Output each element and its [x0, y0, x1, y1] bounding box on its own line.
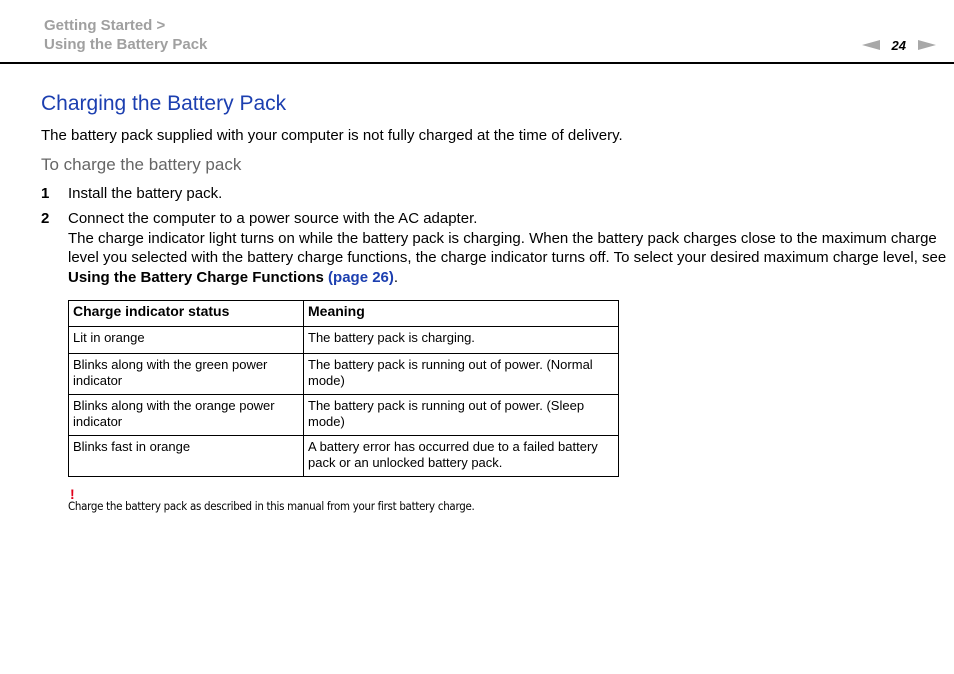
page-link[interactable]: (page 26) [328, 268, 394, 286]
table-cell: Blinks along with the green power indicator [69, 354, 304, 395]
table-cell: Lit in orange [69, 327, 304, 354]
warning-icon: ! [70, 486, 75, 502]
table-header: Charge indicator status [69, 301, 304, 327]
arrow-left-icon[interactable] [862, 40, 880, 50]
table-row [69, 436, 619, 477]
step-detail [68, 229, 948, 288]
page-number: 24 [891, 37, 906, 53]
table-row [69, 354, 619, 395]
intro-paragraph: The battery pack supplied with your computer is not fully charged at the time of delivery. [41, 127, 623, 144]
page-title: Charging the Battery Pack [41, 92, 287, 115]
table-cell: Blinks along with the orange power indicator [69, 395, 304, 436]
table-cell: A battery error has occurred due to a failed battery pack or an unlocked battery pack. [304, 436, 619, 477]
step-text: Install the battery pack. [68, 185, 223, 202]
breadcrumb-current[interactable]: Using the Battery Pack [44, 36, 208, 53]
table-header: Meaning [304, 301, 619, 327]
step-detail-end: . [393, 268, 399, 286]
charge-status-table [68, 300, 619, 477]
section-subtitle: To charge the battery pack [41, 155, 242, 174]
breadcrumb-parent[interactable]: Getting Started > [44, 17, 166, 34]
step-detail-text: The charge indicator light turns on while the battery pack is charging. When the battery pack charges close to the maximum charge level you selected with the battery charge functions, the charge indicator turns off. To select your desired maximum charge level, see [68, 229, 947, 266]
step-text: Connect the computer to a power source with the AC adapter. [68, 210, 478, 227]
table-row [69, 327, 619, 354]
step-number: 1 [41, 185, 50, 202]
table-cell: Blinks fast in orange [69, 436, 304, 477]
pager [862, 36, 936, 54]
table-cell: The battery pack is charging. [304, 327, 619, 354]
table-cell: The battery pack is running out of power. (Normal mode) [304, 354, 619, 395]
arrow-right-icon[interactable] [918, 40, 936, 50]
step-number: 2 [41, 210, 50, 227]
step-body [68, 209, 948, 287]
breadcrumb [44, 16, 207, 54]
table-row [69, 395, 619, 436]
header-divider [0, 62, 954, 64]
reference-title: Using the Battery Charge Functions [68, 268, 324, 286]
table-header-row [69, 301, 619, 327]
note-text: Charge the battery pack as described in this manual from your first battery charge. [68, 499, 475, 513]
table-cell: The battery pack is running out of power. (Sleep mode) [304, 395, 619, 436]
